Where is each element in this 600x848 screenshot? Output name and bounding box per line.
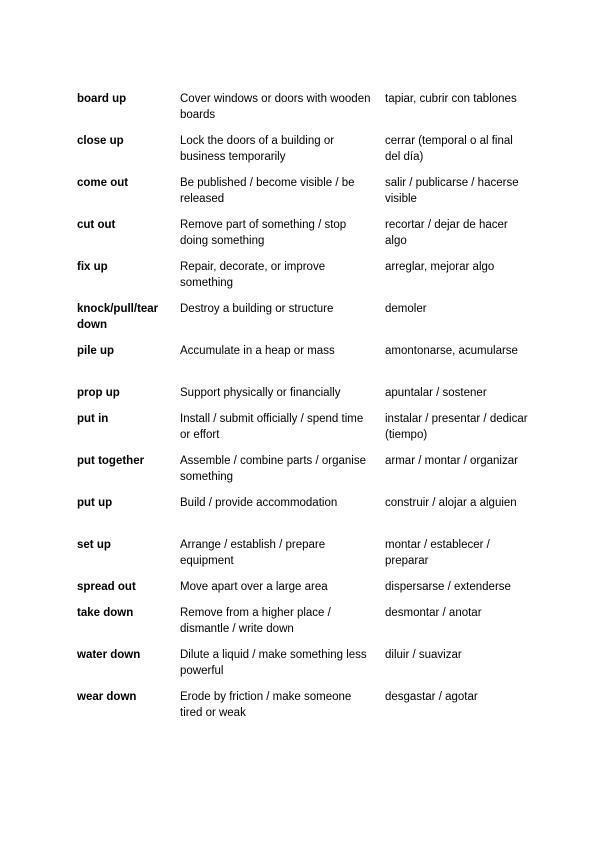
definition: Remove from a higher place / dismantle / write down (180, 607, 331, 635)
definition: Lock the doors of a building or business temporarily (180, 135, 335, 163)
table-row (72, 255, 532, 297)
phrasal-verb: put up (77, 497, 113, 509)
translation: armar / montar / organizar (385, 455, 518, 467)
definition: Destroy a building or structure (180, 303, 334, 315)
table-row (72, 685, 532, 727)
definition: Support physically or financially (180, 387, 341, 399)
phrasal-verb: prop up (77, 387, 120, 399)
table-row (72, 491, 532, 533)
translation: amontonarse, acumularse (385, 345, 518, 357)
translation: cerrar (temporal o al final del día) (385, 135, 513, 163)
translation: desmontar / anotar (385, 607, 482, 619)
translation: desgastar / agotar (385, 691, 478, 703)
translation: arreglar, mejorar algo (385, 261, 495, 273)
phrasal-verb: board up (77, 93, 127, 105)
definition: Assemble / combine parts / organise something (180, 455, 367, 483)
phrasal-verb: come out (77, 177, 129, 189)
definition: Move apart over a large area (180, 581, 328, 593)
translation: montar / establecer / preparar (385, 539, 490, 567)
definition: Remove part of something / stop doing something (180, 219, 347, 247)
phrasal-verb: set up (77, 539, 111, 551)
definition: Dilute a liquid / make something less powerful (180, 649, 367, 677)
table-row (72, 381, 532, 407)
table-row (72, 129, 532, 171)
table-row (72, 601, 532, 643)
phrasal-verb: fix up (77, 261, 108, 273)
table-row (72, 643, 532, 685)
phrasal-verbs-table (72, 87, 532, 727)
definition: Install / submit officially / spend time or effort (180, 413, 364, 441)
phrasal-verb: knock/pull/tear down (77, 303, 159, 331)
table-row (72, 575, 532, 601)
phrasal-verb: pile up (77, 345, 115, 357)
table-row (72, 407, 532, 449)
phrasal-verb: close up (77, 135, 124, 147)
phrasal-verb: put in (77, 413, 109, 425)
translation: instalar / presentar / dedicar (tiempo) (385, 413, 528, 441)
translation: tapiar, cubrir con tablones (385, 93, 517, 105)
translation: construir / alojar a alguien (385, 497, 517, 509)
definition: Repair, decorate, or improve something (180, 261, 326, 289)
definition: Be published / become visible / be released (180, 177, 355, 205)
translation: demoler (385, 303, 427, 315)
table-row (72, 213, 532, 255)
table-row (72, 87, 532, 129)
phrasal-verb: wear down (77, 691, 137, 703)
phrasal-verb: cut out (77, 219, 116, 231)
translation: apuntalar / sostener (385, 387, 487, 399)
translation: dispersarse / extenderse (385, 581, 511, 593)
phrasal-verb: put together (77, 455, 145, 467)
translation: diluir / suavizar (385, 649, 462, 661)
translation: salir / publicarse / hacerse visible (385, 177, 519, 205)
phrasal-verb: take down (77, 607, 134, 619)
definition: Erode by friction / make someone tired or weak (180, 691, 352, 719)
definition: Arrange / establish / prepare equipment (180, 539, 326, 567)
table-row (72, 449, 532, 491)
translation: recortar / dejar de hacer algo (385, 219, 508, 247)
definition: Accumulate in a heap or mass (180, 345, 335, 357)
phrasal-verb: water down (77, 649, 141, 661)
table-row (72, 533, 532, 575)
definition: Cover windows or doors with wooden boards (180, 93, 371, 121)
definition: Build / provide accommodation (180, 497, 338, 509)
table-row (72, 339, 532, 381)
phrasal-verb: spread out (77, 581, 136, 593)
table-row (72, 171, 532, 213)
table-row (72, 297, 532, 339)
